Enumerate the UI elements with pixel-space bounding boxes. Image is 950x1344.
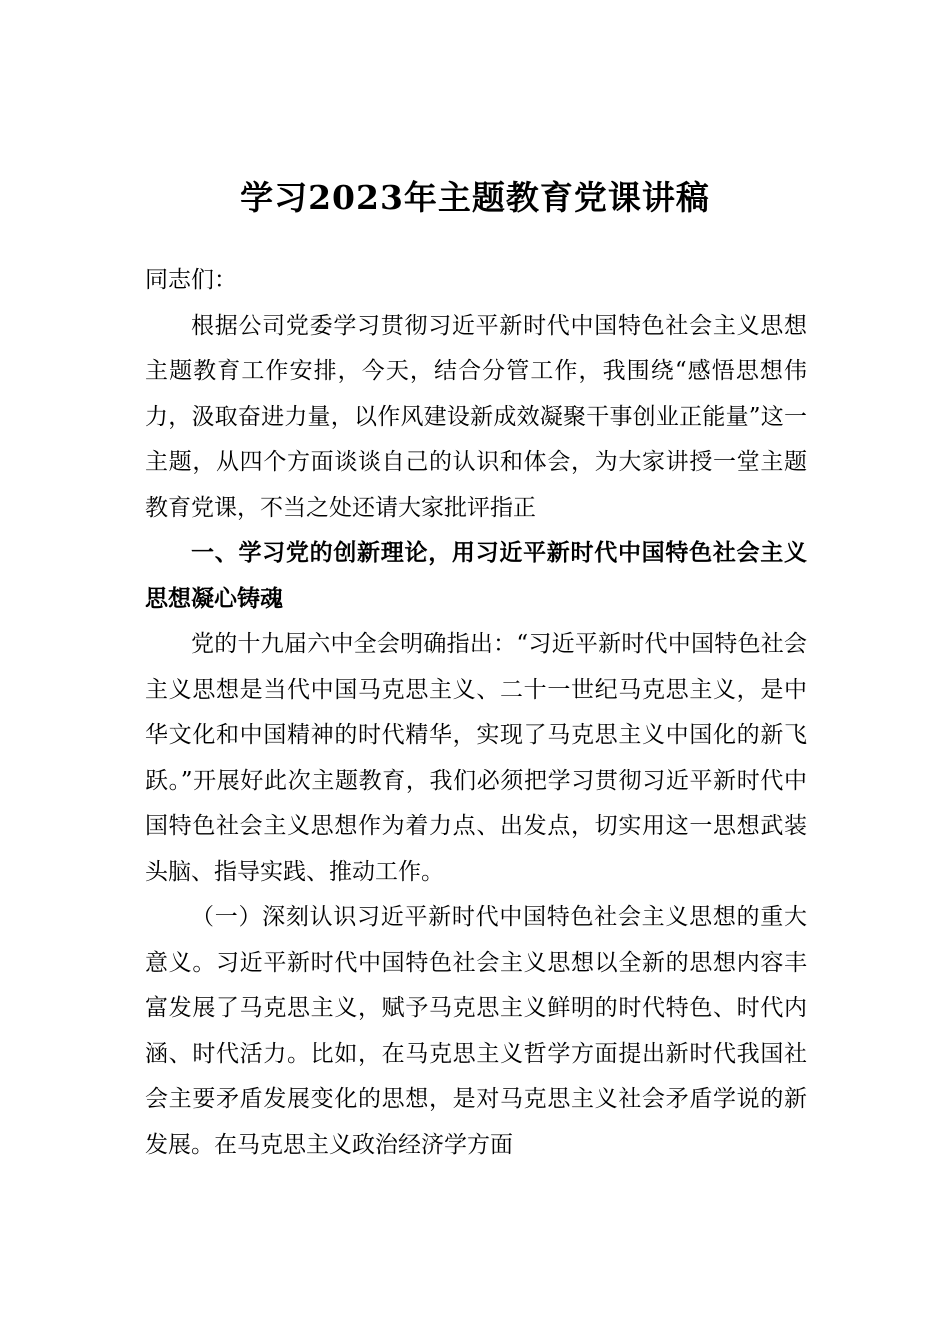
section-paragraph: 党的十九届六中全会明确指出：“习近平新时代中国特色社会主义思想是当代中国马克思主义、二十一世纪马克思主义，是中华文化和中国精神的时代精华，实现了马克思主义中国化的新飞跃。”开展好此次主题教育，我们必须把学习贯彻习近平新时代中国特色社会主义思想作为着力点、出发点，切实用这一思想武装头脑、指导实践、推动工作。 bbox=[145, 631, 807, 885]
salutation: 同志们： bbox=[145, 267, 237, 293]
document-body bbox=[145, 258, 807, 1168]
intro-paragraph: 根据公司党委学习贯彻习近平新时代中国特色社会主义思想主题教育工作安排，今天，结合分管工作，我围绕“感悟思想伟力，汲取奋进力量，以作风建设新成效凝聚干事创业正能量”这一主题，从四个方面谈谈自己的认识和体会，为大家讲授一堂主题教育党课，不当之处还请大家批评指正 bbox=[145, 312, 807, 521]
section-paragraph: （一）深刻认识习近平新时代中国特色社会主义思想的重大意义。习近平新时代中国特色社会主义思想以全新的思想内容丰富发展了马克思主义，赋予马克思主义鲜明的时代特色、时代内涵、时代活力。比如，在马克思主义哲学方面提出新时代我国社会主要矛盾发展变化的思想，是对马克思主义社会矛盾学说的新发展。在马克思主义政治经济学方面 bbox=[145, 904, 807, 1158]
document-title: 学习2023年主题教育党课讲稿 bbox=[240, 178, 710, 217]
section-heading: 一、学习党的创新理论，用习近平新时代中国特色社会主义思想凝心铸魂 bbox=[145, 540, 807, 612]
